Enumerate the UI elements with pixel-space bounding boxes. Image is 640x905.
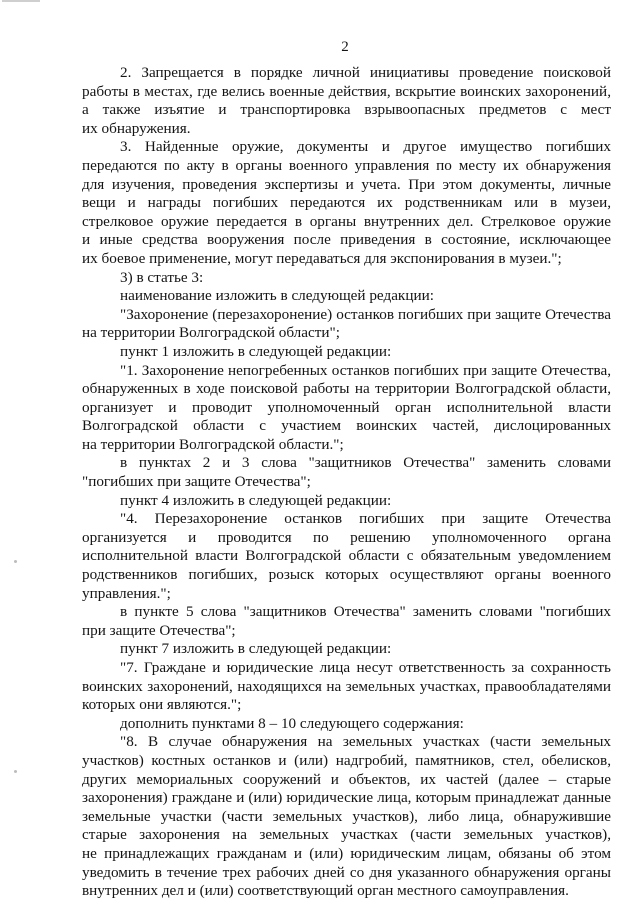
text-line: организует и проводит уполномоченный орган исполнительной власти [82, 398, 611, 416]
text-line: на территории Волгоградской области"; [82, 324, 340, 342]
paragraph [82, 454, 611, 491]
text-line: "4. Перезахоронение останков погибших при защите Отечества [120, 510, 611, 528]
text-line: 2. Запрещается в порядке личной инициативы проведение поисковой [120, 64, 611, 81]
text-line: уведомить в течение трех рабочих дней со дня указанного обнаружения органы [82, 863, 611, 881]
paragraph [82, 269, 611, 288]
text-line: участков) костных останков и (или) надгробий, памятников, стел, обелисков, [82, 751, 611, 769]
text-line: 3) в статье 3: [120, 268, 204, 286]
text-line: наименование изложить в следующей редакции: [120, 287, 434, 305]
text-line: воинских захоронений, находящихся на земельных участках, правообладателями [82, 677, 611, 695]
text-line: работы в местах, где велись военные действия, вскрытие воинских захоронений, [82, 82, 611, 100]
paragraph [82, 343, 611, 362]
text-line: пункт 4 изложить в следующей редакции: [120, 491, 392, 509]
paragraph [82, 603, 611, 640]
text-line: не принадлежащих гражданам и (или) юридическим лицам, обязаны об этом [82, 844, 611, 862]
text-line: при защите Отечества"; [82, 621, 236, 639]
paragraph [82, 659, 611, 715]
text-line: старые захоронения на земельных участках (части земельных участков), [82, 826, 611, 844]
text-line: исполнительной власти Волгоградской области с обязательным уведомлением [82, 547, 611, 565]
paragraph [82, 138, 611, 268]
text-line: родственников погибших, розыск которых осуществляют органы военного [82, 566, 611, 584]
text-line: их обнаружения. [82, 119, 191, 137]
text-line: которых они являются."; [82, 696, 242, 714]
text-line: захоронения) граждане и (или) юридические лица, которым принадлежат данные [82, 789, 611, 807]
text-line: организуется и проводится по решению уполномоченного органа [82, 528, 611, 546]
text-line: других мемориальных сооружений и объектов, их частей (далее – старые [82, 770, 611, 788]
text-line: для изучения, проведения экспертизы и учета. При этом документы, личные [82, 175, 611, 193]
paragraph [82, 510, 611, 603]
text-line: "Захоронение (перезахоронение) останков погибших при защите Отечества [120, 305, 611, 323]
paragraph [82, 64, 611, 138]
paragraph [82, 492, 611, 511]
paragraph [82, 715, 611, 734]
text-line: "погибших при защите Отечества"; [82, 473, 311, 491]
text-line: их боевое применение, могут передаваться для экспонирования в музеи."; [82, 249, 562, 267]
text-line: 3. Найденные оружие, документы и другое имущество погибших [120, 138, 611, 156]
text-line: а также изъятие и транспортировка взрывоопасных предметов с мест [82, 101, 611, 119]
text-line: "7. Граждане и юридические лица несут ответственность за сохранность [120, 659, 611, 676]
page-number: 2 [341, 39, 349, 55]
text-line: управления."; [82, 584, 171, 602]
paragraph [82, 733, 611, 900]
text-line: земельные участки (части земельных участков), либо лица, обнаружившие [82, 807, 611, 825]
paragraph [82, 287, 611, 306]
scan-speck [14, 560, 17, 563]
text-line: "1. Захоронение непогребенных останков погибших при защите Отечества, [120, 361, 611, 379]
document-body [82, 64, 611, 901]
text-line: стрелковое оружие передается в органы внутренних дел. Стрелковое оружие [82, 212, 611, 230]
text-line: внутренних дел и (или) соответствующий орган местного самоуправления. [82, 882, 569, 900]
text-line: Волгоградской области с участием воинских частей, дислоцированных [82, 417, 611, 435]
paragraph [82, 306, 611, 343]
scan-speck [14, 770, 17, 773]
text-line: в пунктах 2 и 3 слова "защитников Отечества" заменить словами [120, 454, 611, 472]
text-line: пункт 7 изложить в следующей редакции: [120, 640, 392, 658]
scan-edge-mark [2, 0, 40, 6]
text-line: вещи и награды погибших передаются их родственникам или в музеи, [82, 194, 611, 212]
text-line: "8. В случае обнаружения на земельных участках (части земельных [120, 733, 611, 751]
text-line: на территории Волгоградской области."; [82, 435, 344, 453]
paragraph [82, 362, 611, 455]
text-line: и иные средства вооружения после приведения в состояние, исключающее [82, 231, 611, 249]
paragraph [82, 640, 611, 659]
text-line: обнаруженных в ходе поисковой работы на территории Волгоградской области, [82, 380, 611, 398]
text-line: в пункте 5 слова "защитников Отечества" заменить словами "погибших [120, 603, 611, 621]
text-line: передаются по акту в органы военного управления по месту их обнаружения [82, 156, 611, 174]
text-line: дополнить пунктами 8 – 10 следующего содержания: [120, 714, 464, 732]
text-line: пункт 1 изложить в следующей редакции: [120, 342, 392, 360]
